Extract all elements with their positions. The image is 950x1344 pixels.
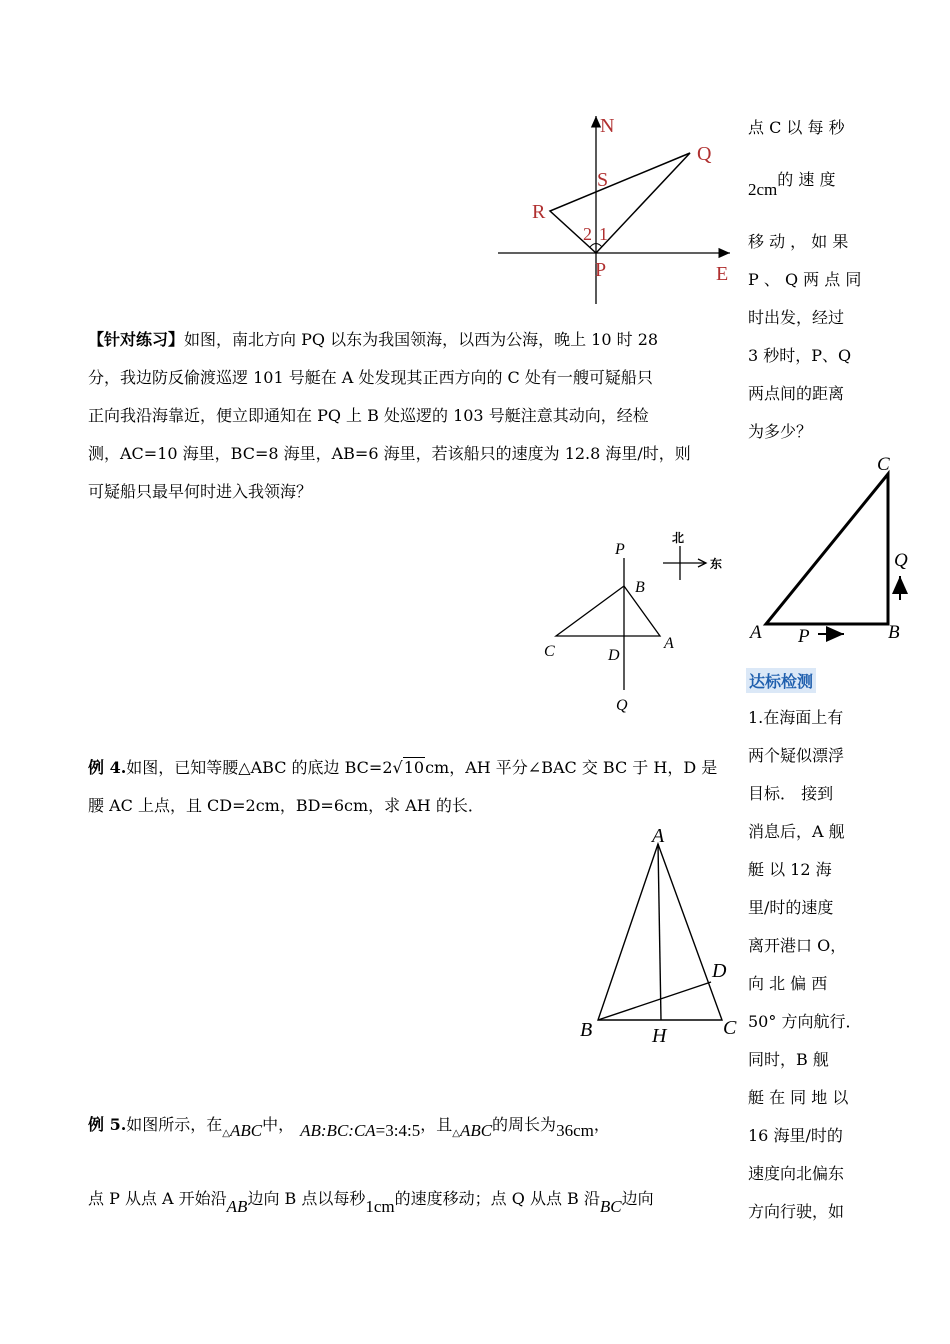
label-c: C	[877, 454, 890, 475]
check-line-5: 艇 以 12 海	[748, 860, 832, 879]
label-a: A	[652, 826, 665, 847]
label-e: E	[716, 263, 729, 285]
label-c: C	[544, 643, 555, 660]
side-speed-text: 的 速 度	[777, 170, 836, 189]
example5-line-2	[88, 1184, 654, 1214]
practice-text-1: 如图，南北方向 PQ 以东为我国领海，以西为公海，晚上 10 时 28	[184, 330, 659, 349]
check-line-13: 速度向北偏东	[748, 1164, 845, 1183]
example5-text-6: 边向 B 点以每秒	[247, 1189, 366, 1208]
label-angle-2: 2	[583, 224, 592, 244]
label-p: P	[615, 541, 625, 558]
example5-text-8: 边向	[621, 1189, 654, 1208]
math-abc-1: ABC	[230, 1121, 263, 1140]
label-q: Q	[616, 697, 628, 714]
label-b: B	[635, 579, 645, 596]
practice-line-3: 正向我沿海靠近，便立即通知在 PQ 上 B 处巡逻的 103 号艇注意其动向，经检	[88, 406, 649, 425]
segment-bd	[598, 982, 711, 1020]
check-line-9: 50° 方向航行．	[748, 1012, 862, 1031]
check-line-3: 目标． 接到	[748, 784, 834, 803]
side-line-4: P 、 Q 两 点 同	[748, 270, 862, 289]
label-north: 北	[672, 531, 685, 545]
check-line-7: 离开港口 O，	[748, 936, 847, 955]
example5-line-1	[88, 1110, 610, 1143]
side-speed-value: 2cm	[748, 180, 778, 199]
label-d: D	[712, 960, 727, 982]
example5-text-3: ，且	[420, 1115, 453, 1134]
label-east: 东	[710, 557, 723, 571]
practice-line-5: 可疑船只最早何时进入我领海？	[88, 482, 313, 501]
side-line-8: 为多少？	[748, 422, 813, 441]
label-s: S	[597, 169, 609, 191]
side-line-3: 移 动 ， 如 果	[748, 232, 849, 251]
example4-root: 10	[403, 758, 425, 777]
check-line-2: 两个疑似漂浮	[748, 746, 845, 765]
example5-text-5: 点 P 从点 A 开始沿	[88, 1189, 227, 1208]
check-line-6: 里/时的速度	[748, 898, 834, 917]
math-abc-2: ABC	[459, 1121, 493, 1140]
example5-text-4: 的周长为	[492, 1115, 557, 1134]
label-d: D	[608, 647, 620, 664]
figure-pq	[540, 528, 740, 718]
label-p: P	[798, 626, 810, 647]
example4-text-2: cm，AH 平分∠BAC 交 BC 于 H，D 是	[425, 758, 718, 777]
label-q: Q	[894, 550, 908, 571]
triangle-symbol-2: △	[452, 1128, 460, 1139]
math-ab: AB	[226, 1197, 248, 1216]
practice-tag: 【针对练习】	[88, 330, 185, 349]
example5-text-7: 的速度移动；点 Q 从点 B 沿	[394, 1189, 600, 1208]
side-line-7: 两点间的距离	[748, 384, 845, 403]
check-line-4: 消息后，A 舰	[748, 822, 845, 841]
triangle-abc-right	[766, 474, 888, 624]
label-p: P	[595, 259, 607, 281]
side-line-6: 3 秒时，P、Q	[748, 346, 852, 365]
example4-line-2: 腰 AC 上点，且 CD=2cm，BD=6cm，求 AH 的长．	[88, 796, 484, 815]
side-line-speed	[748, 170, 836, 199]
example5-tag: 例 5.	[88, 1115, 127, 1134]
check-line-14: 方向行驶，如	[748, 1202, 845, 1221]
figure-npq	[490, 108, 750, 308]
sqrt-sign: √	[392, 758, 403, 777]
label-b: B	[888, 622, 900, 643]
example4-text-1: 如图，已知等腰△ABC 的底边 BC=2	[126, 758, 393, 777]
example4-line-1	[88, 758, 717, 778]
side-line-1: 点 C 以 每 秒	[748, 118, 845, 137]
triangle-pqr	[550, 153, 690, 253]
label-h: H	[652, 1025, 667, 1047]
figure-right-triangle	[744, 452, 950, 652]
figure-isosceles	[572, 826, 752, 1052]
check-line-8: 向 北 偏 西	[748, 974, 828, 993]
label-angle-1: 1	[599, 224, 608, 244]
example5-text-1: 如图所示，在	[126, 1115, 223, 1134]
perimeter-value: 36cm	[556, 1121, 594, 1140]
segment-ah	[658, 844, 661, 1020]
example5-comma: ，	[593, 1115, 610, 1134]
practice-line-1	[88, 330, 658, 350]
check-line-11: 艇 在 同 地 以	[748, 1088, 849, 1107]
check-line-1: 1.在海面上有	[748, 708, 844, 727]
ratio-value: =3:4:5	[375, 1121, 421, 1140]
example5-text-2: 中，	[262, 1115, 295, 1134]
math-ratio: AB:BC:CA	[300, 1121, 376, 1140]
side-line-5: 时出发，经过	[748, 308, 845, 327]
check-line-12: 16 海里/时的	[748, 1126, 843, 1145]
label-r: R	[532, 201, 546, 223]
section-badge: 达标检测	[746, 668, 816, 693]
practice-line-2: 分，我边防反偷渡巡逻 101 号艇在 A 处发现其正西方向的 C 处有一艘可疑船只	[88, 368, 653, 387]
label-b: B	[580, 1019, 593, 1041]
label-q: Q	[697, 143, 712, 165]
label-n: N	[600, 115, 615, 137]
example4-tag: 例 4.	[88, 758, 127, 777]
math-bc: BC	[599, 1197, 622, 1216]
label-c: C	[723, 1017, 737, 1039]
label-a: A	[750, 622, 762, 643]
check-line-10: 同时，B 舰	[748, 1050, 829, 1069]
label-a: A	[664, 635, 674, 652]
practice-line-4: 测，AC=10 海里，BC=8 海里，AB=6 海里，若该船只的速度为 12.8 海里/时，则	[88, 444, 691, 463]
speed-value: 1cm	[365, 1197, 395, 1216]
triangle-symbol: △	[222, 1128, 230, 1139]
